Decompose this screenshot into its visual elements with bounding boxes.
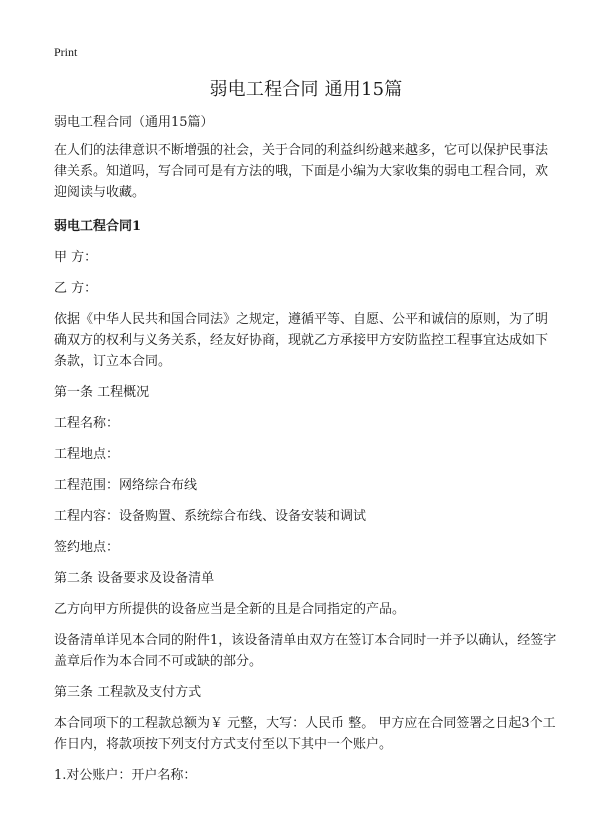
article-3-paragraph-1: 本合同项下的工程款总额为￥ 元整，大写：人民币 整。 甲方应在合同签署之日起3个工作日内，将款项按下列支付方式支付至以下其中一个账户。 [54,716,556,752]
signing-location-line: 签约地点： [54,540,120,555]
article-1-title: 第一条 工程概况 [54,385,150,400]
party-b-line: 乙 方： [54,281,98,296]
party-a-line: 甲 方： [54,250,98,265]
project-content-line: 工程内容：设备购置、系统综合布线、设备安装和调试 [54,509,367,524]
preamble-paragraph: 依据《中华人民共和国合同法》之规定，遵循平等、自愿、公平和诚信的原则，为了明确双方的权利与义务关系，经友好协商，现就乙方承接甲方安防监控工程事宜达成如下条款，订立本合同。 [54,312,549,369]
document-title: 弱电工程合同 通用15篇 [209,79,403,100]
article-2-paragraph-1: 乙方向甲方所提供的设备应当是全新的且是合同指定的产品。 [54,602,406,617]
article-2-paragraph-2: 设备清单详见本合同的附件1，该设备清单由双方在签订本合同时一并予以确认，经签字盖章后作为本合同不可或缺的部分。 [54,633,557,669]
document-subtitle: 弱电工程合同（通用15篇） [54,115,214,130]
intro-paragraph: 在人们的法律意识不断增强的社会，关于合同的利益纠纷越来越多，它可以保护民事法律关系。知道吗，写合同可是有方法的哦，下面是小编为大家收集的弱电工程合同，欢迎阅读与收藏。 [54,143,549,200]
article-3-title: 第三条 工程款及支付方式 [54,685,202,700]
article-2-title: 第二条 设备要求及设备清单 [54,571,215,586]
project-scope-line: 工程范围：网络综合布线 [54,478,198,493]
project-name-line: 工程名称： [54,416,120,431]
project-location-line: 工程地点： [54,447,120,462]
section-title: 弱电工程合同1 [54,219,142,234]
print-label[interactable]: Print [54,45,78,59]
account-line: 1.对公账户：开户名称： [54,768,197,783]
